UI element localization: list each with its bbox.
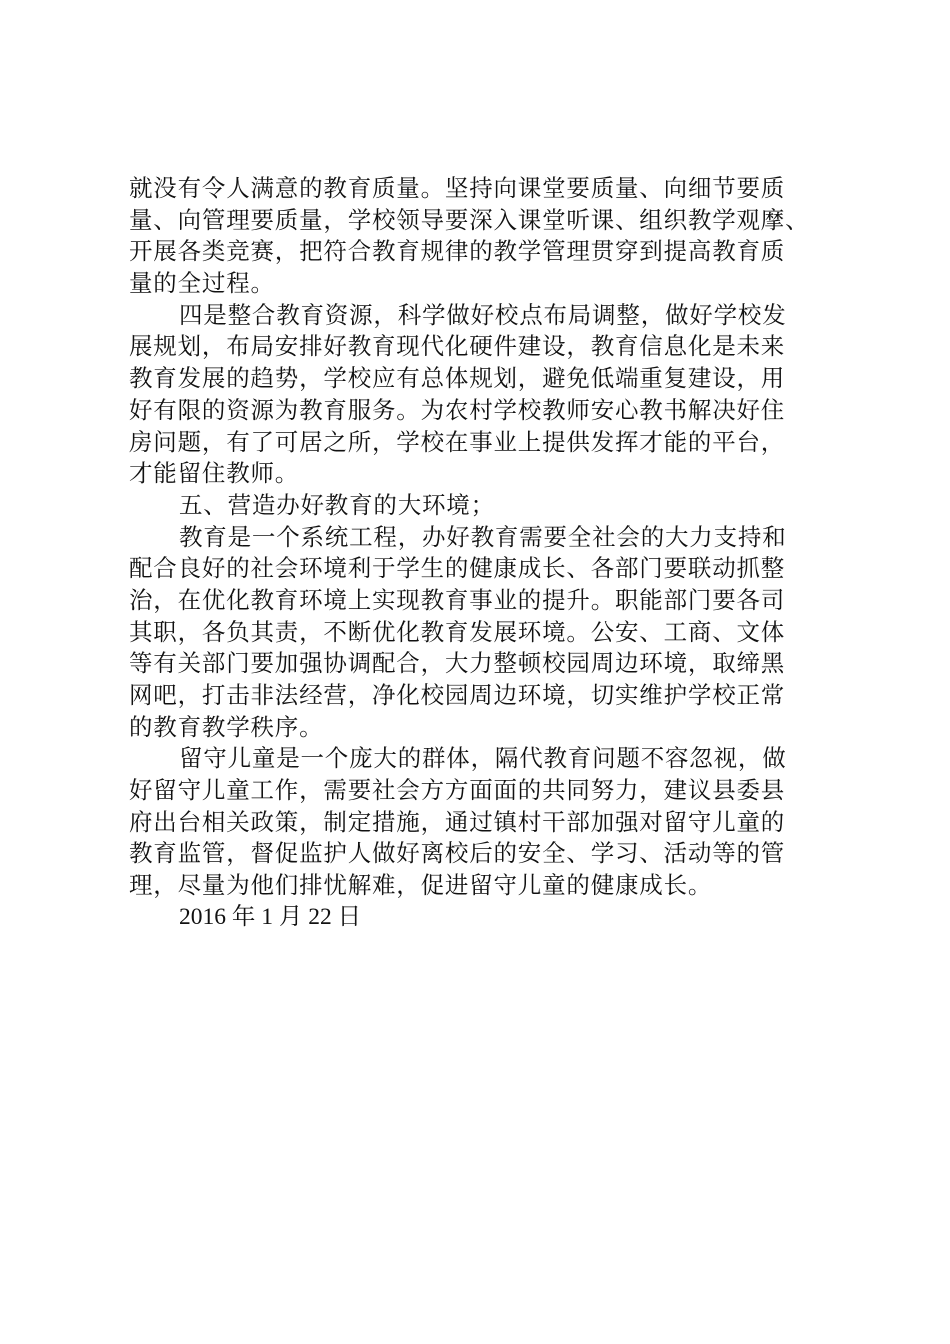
text-line: 教育监管，督促监护人做好离校后的安全、学习、活动等的管	[129, 839, 786, 868]
text-line: 配合良好的社会环境利于学生的健康成长、各部门要联动抓整	[129, 554, 786, 583]
section-heading: 五、营造办好教育的大环境；	[179, 490, 495, 519]
text-line: 府出台相关政策，制定措施，通过镇村干部加强对留守儿童的	[129, 807, 786, 836]
text-line: 量、向管理要质量，学校领导要深入课堂听课、组织教学观摩、	[129, 205, 810, 234]
document-date: 2016 年 1 月 22 日	[179, 903, 362, 930]
text-line: 等有关部门要加强协调配合，大力整顿校园周边环境，取缔黑	[129, 649, 786, 678]
paragraph-start-line: 四是整合教育资源，科学做好校点布局调整，做好学校发	[179, 300, 787, 329]
document-body	[129, 173, 833, 934]
text-line: 的教育教学秩序。	[129, 712, 324, 741]
text-line: 展规划，布局安排好教育现代化硬件建设，教育信息化是未来	[129, 332, 786, 361]
paragraph-start-line: 留守儿童是一个庞大的群体，隔代教育问题不容忽视，做	[179, 744, 787, 773]
text-line: 理，尽量为他们排忧解难，促进留守儿童的健康成长。	[129, 871, 713, 900]
text-line: 其职，各负其责，不断优化教育发展环境。公安、工商、文体	[129, 617, 786, 646]
text-line: 量的全过程。	[129, 269, 275, 298]
text-line: 开展各类竞赛，把符合教育规律的教学管理贯穿到提高教育质	[129, 237, 786, 266]
text-line: 才能留住教师。	[129, 459, 300, 488]
text-line: 就没有令人满意的教育质量。坚持向课堂要质量、向细节要质	[129, 174, 786, 202]
paragraph-start-line: 教育是一个系统工程，办好教育需要全社会的大力支持和	[179, 522, 787, 551]
text-line: 治，在优化教育环境上实现教育事业的提升。职能部门要各司	[129, 585, 786, 614]
text-line: 网吧，打击非法经营，净化校园周边环境，切实维护学校正常	[129, 681, 786, 709]
text-line: 好有限的资源为教育服务。为农村学校教师安心教书解决好住	[129, 395, 786, 424]
text-line: 教育发展的趋势，学校应有总体规划，避免低端重复建设，用	[129, 364, 786, 393]
text-line: 好留守儿童工作，需要社会方方面面的共同努力，建议县委县	[129, 776, 786, 805]
text-line: 房问题，有了可居之所，学校在事业上提供发挥才能的平台，	[129, 427, 786, 456]
